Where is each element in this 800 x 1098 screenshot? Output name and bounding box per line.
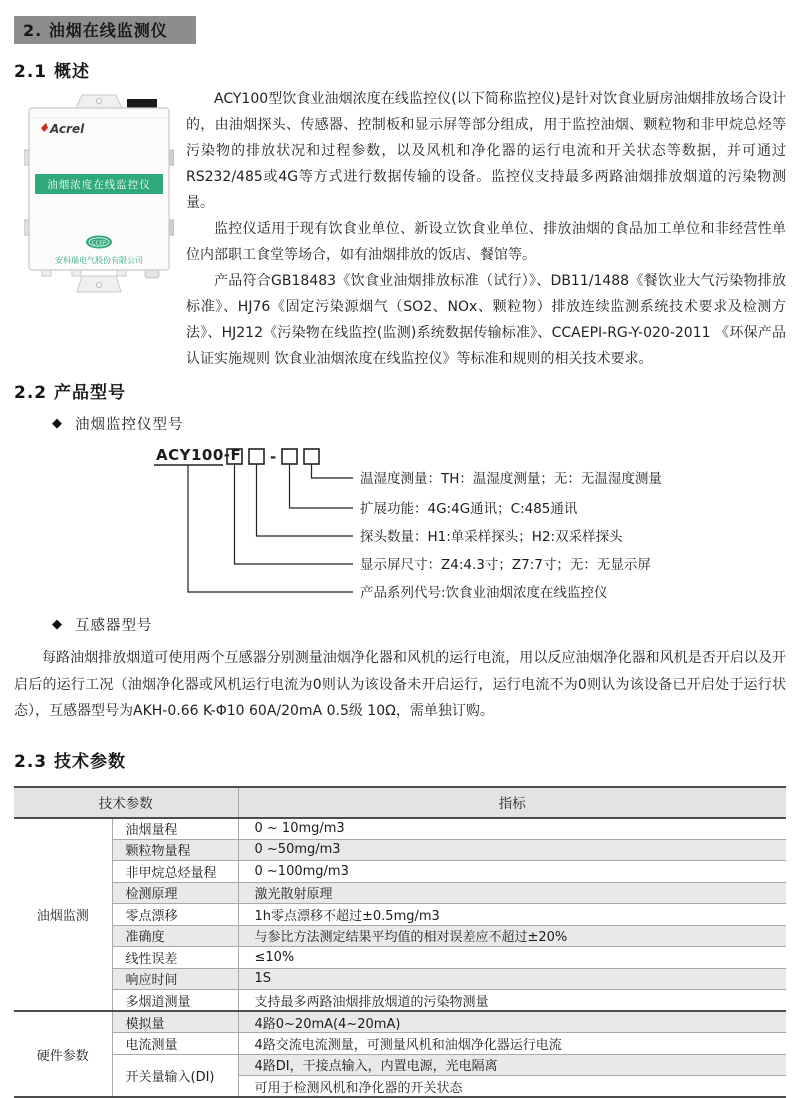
device-company-text: 安科瑞电气股份有限公司	[55, 255, 143, 265]
table-header-value: 指标	[238, 787, 786, 818]
value-cell: 4路交流电流测量，可测量风机和油烟净化器运行电流	[238, 1033, 786, 1055]
value-cell: 支持最多两路油烟排放烟道的污染物测量	[238, 990, 786, 1012]
ccep-badge-text: CCEP	[92, 241, 107, 247]
table-row	[14, 925, 786, 947]
value-cell: 4路DI，干接点输入，内置电源，光电隔离	[238, 1054, 786, 1076]
overview-paragraph-2: 监控仪适用于现有饮食业单位、新设立饮食业单位、排放油烟的食品加工单位和非经营性单位内部职工食堂等场合，如有油烟排放的饭店、餐馆等。	[186, 216, 786, 268]
device-photo	[14, 86, 186, 304]
bullet-transformer-model-label: 互感器型号	[75, 614, 153, 635]
table-row	[14, 904, 786, 926]
group-cell-hardware: 硬件参数	[14, 1011, 112, 1097]
value-cell: 激光散射原理	[238, 882, 786, 904]
model-prefix: ACY100-F	[156, 446, 241, 464]
model-label-series: 产品系列代号:饮食业油烟浓度在线监控仪	[360, 584, 608, 601]
param-cell: 油烟量程	[112, 818, 238, 840]
acrel-logo-text: Acrel	[49, 122, 85, 136]
overview-paragraphs	[186, 86, 786, 372]
device-illustration-svg	[24, 92, 174, 300]
param-cell-di: 开关量输入(DI)	[112, 1054, 238, 1097]
value-cell: 0 ~ 10mg/m3	[238, 818, 786, 840]
param-cell: 线性误差	[112, 947, 238, 969]
table-row	[14, 1011, 786, 1033]
param-cell: 模拟量	[112, 1011, 238, 1033]
table-row	[14, 947, 786, 969]
model-separator: -	[270, 448, 276, 466]
value-cell: 0 ~50mg/m3	[238, 839, 786, 861]
model-label-th: 温湿度测量：TH：温湿度测量；无：无温湿度测量	[360, 470, 662, 487]
value-cell: 0 ~100mg/m3	[238, 861, 786, 883]
param-cell: 检测原理	[112, 882, 238, 904]
param-cell: 电流测量	[112, 1033, 238, 1055]
model-box-3	[282, 449, 297, 464]
model-label-probe: 探头数量：H1:单采样探头；H2:双采样探头	[360, 528, 623, 545]
model-code-svg	[146, 440, 800, 608]
value-cell: 4路0~20mA(4~20mA)	[238, 1011, 786, 1033]
section-title-bar	[14, 16, 196, 44]
param-cell: 零点漂移	[112, 904, 238, 926]
param-cell: 非甲烷总烃量程	[112, 861, 238, 883]
overview-paragraph-3: 产品符合GB18483《饮食业油烟排放标准（试行）》、DB11/1488《餐饮业大气污染物排放标准》、HJ76《固定污染源烟气（SO2、NOx、颗粒物）排放连续监测系统技术要求及检测方法》、HJ212《污染物在线监控(监测)系统数据传输标准》、CCAEPI-RG-Y-020-2011 《环保产品认证实施规则 饮食业油烟浓度在线监控仪》等标准和规则的相关技术要求。	[186, 268, 786, 372]
table-row	[14, 1054, 786, 1076]
model-label-ext: 扩展功能：4G:4G通讯；C:485通讯	[360, 500, 578, 517]
value-cell: 1S	[238, 968, 786, 990]
value-cell: 可用于检测风机和净化器的开关状态	[238, 1076, 786, 1098]
bullet-monitor-model	[52, 413, 786, 434]
diamond-bullet-icon: ◆	[52, 617, 62, 632]
device-banner-text: 油烟浓度在线监控仪	[47, 178, 151, 191]
param-cell: 多烟道测量	[112, 990, 238, 1012]
table-row	[14, 818, 786, 840]
value-cell: 1h零点漂移不超过±0.5mg/m3	[238, 904, 786, 926]
heading-product-model: 2.2 产品型号	[14, 378, 786, 403]
param-cell: 响应时间	[112, 968, 238, 990]
value-cell: 与参比方法测定结果平均值的相对误差应不超过±20%	[238, 925, 786, 947]
param-cell: 颗粒物量程	[112, 839, 238, 861]
overview-paragraph-1: ACY100型饮食业油烟浓度在线监控仪(以下简称监控仪)是针对饮食业厨房油烟排放场合设计的，由油烟探头、传感器、控制板和显示屏等部分组成，用于监控油烟、颗粒物和非甲烷总烃等污染物的排放状况和过程参数，以及风机和净化器的运行电流和开关状态等数据，并可通过RS232/485或4G等方式进行数据传输的设备。监控仪支持最多两路油烟排放烟道的污染物测量。	[186, 86, 786, 216]
table-row	[14, 882, 786, 904]
model-label-screen: 显示屏尺寸：Z4:4.3寸；Z7:7寸；无：无显示屏	[360, 556, 651, 573]
tech-params-table	[14, 786, 786, 1098]
section-title: 2. 油烟在线监测仪	[23, 21, 168, 40]
table-header-params: 技术参数	[14, 787, 238, 818]
table-row	[14, 968, 786, 990]
heading-overview: 2.1 概述	[14, 57, 786, 82]
model-box-4	[304, 449, 319, 464]
heading-tech-params: 2.3 技术参数	[14, 747, 786, 772]
table-row	[14, 839, 786, 861]
group-cell-smoke-monitoring: 油烟监测	[14, 818, 112, 1012]
table-row	[14, 1033, 786, 1055]
model-code-diagram	[146, 440, 786, 612]
table-header-row	[14, 787, 786, 818]
bullet-transformer-model	[52, 614, 786, 635]
model-box-2	[249, 449, 264, 464]
value-cell: ≤10%	[238, 947, 786, 969]
param-cell: 准确度	[112, 925, 238, 947]
table-row	[14, 861, 786, 883]
overview-section	[14, 86, 786, 372]
transformer-paragraph: 每路油烟排放烟道可使用两个互感器分别测量油烟净化器和风机的运行电流，用以反应油烟净化器和风机是否开启以及开启后的运行工况（油烟净化器或风机运行电流为0则认为该设备未开启运行，运行电流不为0则认为该设备已开启处于运行状态），互感器型号为AKH-0.66 K-Φ10 60A/20mA 0.5级 10Ω，需单独订购。	[14, 645, 786, 725]
bullet-monitor-model-label: 油烟监控仪型号	[75, 413, 184, 434]
diamond-bullet-icon: ◆	[52, 416, 62, 431]
table-row	[14, 990, 786, 1012]
